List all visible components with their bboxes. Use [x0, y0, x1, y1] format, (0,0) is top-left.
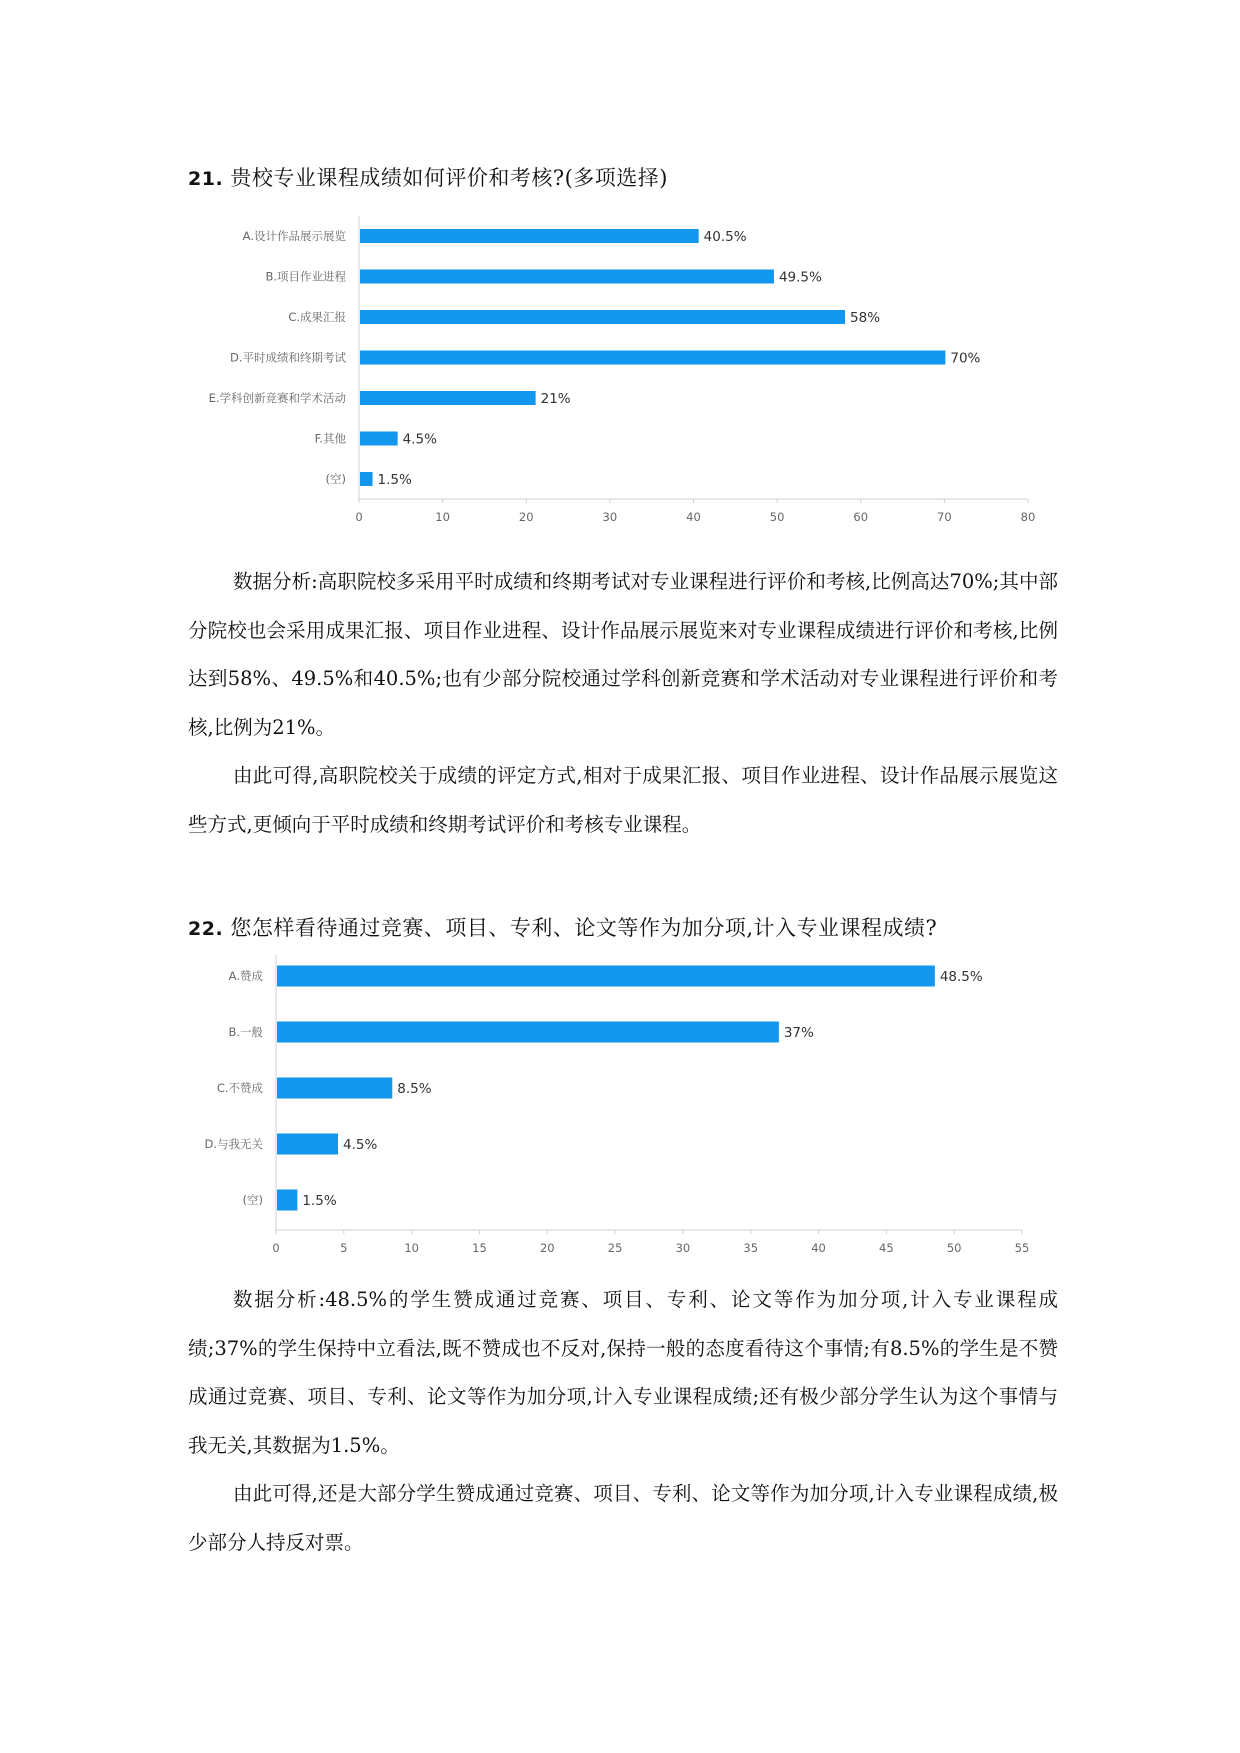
- analysis-paragraph-21: 数据分析:高职院校多采用平时成绩和终期考试对专业课程进行评价和考核,比例高达70%;其中部分院校也会采用成果汇报、项目作业进程、设计作品展示展览来对专业课程成绩进行评价和考核,比例达到58%、49.5%和40.5%;也有少部分院校通过学科创新竞赛和学术活动对专业课程进行评价和考核,比例为21%。: [188, 570, 1058, 739]
- conclusion-paragraph-21: 由此可得,高职院校关于成绩的评定方式,相对于成果汇报、项目作业进程、设计作品展示展览这些方式,更倾向于平时成绩和终期考试评价和考核专业课程。: [188, 764, 1058, 836]
- q22-tick-label: 25: [607, 1241, 623, 1255]
- q22-bar: [277, 1190, 297, 1211]
- q21-category-label: A.设计作品展示展览: [242, 229, 346, 243]
- q22-tick-label: 50: [946, 1241, 962, 1255]
- q22-value-label: 48.5%: [939, 969, 983, 985]
- q21-tick-label: 30: [602, 510, 618, 524]
- q22-bar: [277, 966, 935, 987]
- q21-category-label: B.项目作业进程: [265, 269, 346, 284]
- q21-tick-label: 50: [769, 510, 785, 524]
- q21-tick-label: 0: [355, 510, 363, 524]
- q22-category-label: A.赞成: [228, 969, 263, 983]
- q21-tick-label: 60: [853, 510, 869, 524]
- q21-value-label: 1.5%: [377, 472, 412, 488]
- q22-bar: [277, 1134, 338, 1155]
- q21-category-label: (空): [325, 472, 346, 486]
- chart-q21: [0, 210, 1100, 530]
- q21-bar: [360, 391, 536, 405]
- q22-tick-label: 5: [340, 1241, 348, 1255]
- q22-tick-label: 15: [472, 1241, 487, 1255]
- q22-bar: [277, 1078, 392, 1099]
- q22-value-label: 37%: [783, 1025, 814, 1041]
- question-22-text: 您怎样看待通过竞赛、项目、专利、论文等作为加分项,计入专业课程成绩?: [230, 916, 938, 940]
- q21-category-label: F.其他: [314, 431, 346, 446]
- q21-bar: [360, 229, 699, 243]
- q21-bar: [360, 310, 845, 324]
- q22-tick-label: 10: [404, 1241, 419, 1255]
- question-21-text: 贵校专业课程成绩如何评价和考核?(多项选择): [230, 166, 669, 190]
- q22-tick-label: 20: [539, 1241, 555, 1255]
- q22-value-label: 4.5%: [343, 1137, 378, 1153]
- question-21-number: 21.: [188, 168, 224, 190]
- q22-category-label: D.与我无关: [204, 1137, 263, 1151]
- conclusion-paragraph-22: 由此可得,还是大部分学生赞成通过竞赛、项目、专利、论文等作为加分项,计入专业课程成绩,极少部分人持反对票。: [188, 1482, 1058, 1554]
- q21-bar: [360, 472, 373, 486]
- q22-value-label: 8.5%: [397, 1081, 432, 1097]
- question-21-title: [188, 162, 668, 192]
- q22-tick-label: 0: [272, 1241, 280, 1255]
- question-22-title: [188, 912, 937, 942]
- q22-tick-label: 55: [1014, 1241, 1030, 1255]
- q22-tick-label: 30: [675, 1241, 691, 1255]
- q22-tick-label: 45: [879, 1241, 894, 1255]
- q21-value-label: 21%: [540, 391, 571, 407]
- q21-value-label: 58%: [850, 310, 881, 326]
- q21-tick-label: 20: [518, 510, 534, 524]
- q21-category-label: C.成果汇报: [288, 310, 346, 324]
- q21-value-label: 70%: [950, 350, 981, 367]
- q21-value-label: 4.5%: [402, 431, 437, 448]
- question-22-number: 22.: [188, 918, 224, 940]
- q21-tick-label: 70: [937, 510, 952, 524]
- q21-tick-label: 80: [1020, 510, 1036, 524]
- q21-value-label: 49.5%: [778, 269, 822, 286]
- q22-value-label: 1.5%: [302, 1193, 337, 1209]
- q21-bar: [360, 351, 945, 365]
- q21-value-label: 40.5%: [703, 229, 747, 245]
- analysis-paragraph-22: 数据分析:48.5%的学生赞成通过竞赛、项目、专利、论文等作为加分项,计入专业课程成绩;37%的学生保持中立看法,既不赞成也不反对,保持一般的态度看待这个事情;有8.5%的学生是不赞成通过竞赛、项目、专利、论文等作为加分项,计入专业课程成绩;还有极少部分学生认为这个事情与我无关,其数据为1.5%。: [188, 1288, 1058, 1457]
- q22-category-label: B.一般: [228, 1025, 263, 1039]
- q22-tick-label: 35: [743, 1241, 759, 1255]
- q21-category-label: D.平时成绩和终期考试: [229, 350, 346, 365]
- q22-category-label: (空): [242, 1193, 263, 1207]
- q21-bar: [360, 432, 398, 446]
- q21-tick-label: 40: [686, 510, 701, 524]
- q21-bar: [360, 270, 774, 284]
- q22-tick-label: 40: [811, 1241, 826, 1255]
- q22-bar: [277, 1022, 779, 1043]
- q21-category-label: E.学科创新竞赛和学术活动: [208, 391, 346, 405]
- q21-tick-label: 10: [435, 510, 450, 524]
- chart-q22: [0, 955, 1100, 1265]
- q22-category-label: C.不赞成: [216, 1081, 263, 1095]
